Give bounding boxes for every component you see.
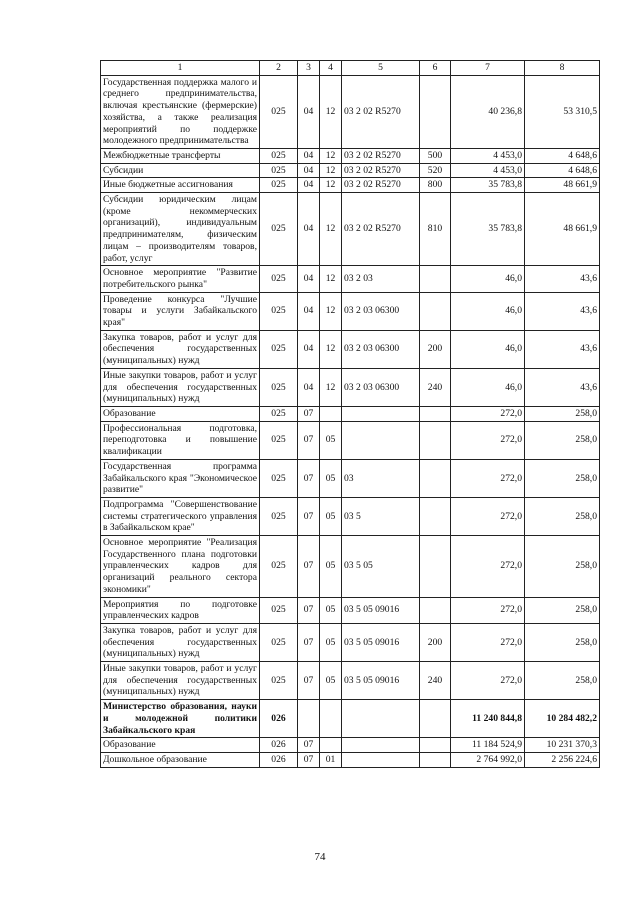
header-cell: 7 <box>451 61 525 76</box>
expense-type-cell <box>420 700 451 738</box>
expense-type-cell <box>420 459 451 497</box>
section-code-cell: 07 <box>298 597 320 623</box>
subsection-code-cell: 12 <box>320 148 342 163</box>
ministry-code-cell: 026 <box>260 752 298 767</box>
section-code-cell <box>298 700 320 738</box>
row-name-cell: Иные закупки товаров, работ и услуг для обеспечения государственных (муниципальных) нужд <box>101 662 260 700</box>
expense-type-cell: 800 <box>420 178 451 193</box>
subsection-code-cell: 05 <box>320 459 342 497</box>
table-row <box>101 597 600 623</box>
amount-cell: 11 240 844,8 <box>451 700 525 738</box>
amount-cell: 272,0 <box>451 406 525 421</box>
subsection-code-cell: 12 <box>320 266 342 292</box>
section-code-cell: 07 <box>298 459 320 497</box>
amount-cell: 258,0 <box>525 597 600 623</box>
ministry-code-cell: 025 <box>260 178 298 193</box>
subsection-code-cell: 05 <box>320 497 342 535</box>
page-number: 74 <box>314 851 326 863</box>
target-article-cell: 03 2 02 R5270 <box>342 193 420 266</box>
amount-cell: 4 648,6 <box>525 163 600 178</box>
ministry-code-cell: 026 <box>260 738 298 753</box>
row-name-cell: Субсидии <box>101 163 260 178</box>
table-row <box>101 459 600 497</box>
table-row <box>101 738 600 753</box>
target-article-cell <box>342 738 420 753</box>
target-article-cell: 03 <box>342 459 420 497</box>
expense-type-cell <box>420 266 451 292</box>
table-row <box>101 266 600 292</box>
subsection-code-cell: 05 <box>320 597 342 623</box>
amount-cell: 35 783,8 <box>451 193 525 266</box>
subsection-code-cell: 05 <box>320 421 342 459</box>
subsection-code-cell: 12 <box>320 292 342 330</box>
ministry-code-cell: 025 <box>260 459 298 497</box>
section-code-cell: 07 <box>298 738 320 753</box>
subsection-code-cell: 12 <box>320 330 342 368</box>
ministry-code-cell: 025 <box>260 163 298 178</box>
row-name-cell: Иные бюджетные ассигнования <box>101 178 260 193</box>
subsection-code-cell: 05 <box>320 536 342 598</box>
subsection-code-cell <box>320 738 342 753</box>
table-row <box>101 330 600 368</box>
subsection-code-cell <box>320 406 342 421</box>
subsection-code-cell: 12 <box>320 163 342 178</box>
ministry-code-cell: 025 <box>260 497 298 535</box>
section-code-cell: 04 <box>298 178 320 193</box>
table-row <box>101 700 600 738</box>
ministry-code-cell: 025 <box>260 421 298 459</box>
amount-cell: 2 256 224,6 <box>525 752 600 767</box>
row-name-cell: Государственная поддержка малого и среднего предпринимательства, включая крестьянские (фермерские) хозяйства, а также реализация мероприятий по поддержке молодежного предпринимательства <box>101 75 260 148</box>
amount-cell: 258,0 <box>525 662 600 700</box>
subsection-code-cell: 01 <box>320 752 342 767</box>
amount-cell: 35 783,8 <box>451 178 525 193</box>
target-article-cell <box>342 700 420 738</box>
amount-cell: 272,0 <box>451 459 525 497</box>
amount-cell: 11 184 524,9 <box>451 738 525 753</box>
expense-type-cell <box>420 292 451 330</box>
subsection-code-cell: 12 <box>320 75 342 148</box>
section-code-cell: 04 <box>298 292 320 330</box>
expense-type-cell: 500 <box>420 148 451 163</box>
expense-type-cell <box>420 406 451 421</box>
target-article-cell <box>342 752 420 767</box>
table-row <box>101 406 600 421</box>
header-cell: 5 <box>342 61 420 76</box>
table-row <box>101 163 600 178</box>
header-cell: 3 <box>298 61 320 76</box>
section-code-cell: 07 <box>298 752 320 767</box>
amount-cell: 272,0 <box>451 497 525 535</box>
table-row <box>101 662 600 700</box>
subsection-code-cell: 12 <box>320 193 342 266</box>
header-cell: 8 <box>525 61 600 76</box>
section-code-cell: 04 <box>298 368 320 406</box>
target-article-cell: 03 2 02 R5270 <box>342 75 420 148</box>
table-row <box>101 292 600 330</box>
amount-cell: 272,0 <box>451 623 525 661</box>
table-row <box>101 421 600 459</box>
section-code-cell: 04 <box>298 193 320 266</box>
expense-type-cell: 200 <box>420 623 451 661</box>
row-name-cell: Подпрограмма "Совершенствование системы стратегического управления в Забайкальском крае" <box>101 497 260 535</box>
ministry-code-cell: 025 <box>260 368 298 406</box>
amount-cell: 48 661,9 <box>525 193 600 266</box>
expense-type-cell: 810 <box>420 193 451 266</box>
section-code-cell: 04 <box>298 266 320 292</box>
table-row <box>101 148 600 163</box>
amount-cell: 43,6 <box>525 266 600 292</box>
target-article-cell: 03 2 03 06300 <box>342 368 420 406</box>
amount-cell: 4 453,0 <box>451 163 525 178</box>
ministry-code-cell: 025 <box>260 406 298 421</box>
target-article-cell: 03 5 05 09016 <box>342 662 420 700</box>
table-row <box>101 536 600 598</box>
amount-cell: 272,0 <box>451 421 525 459</box>
section-code-cell: 07 <box>298 421 320 459</box>
target-article-cell: 03 2 03 06300 <box>342 292 420 330</box>
target-article-cell: 03 5 05 <box>342 536 420 598</box>
subsection-code-cell: 05 <box>320 662 342 700</box>
section-code-cell: 07 <box>298 497 320 535</box>
amount-cell: 40 236,8 <box>451 75 525 148</box>
section-code-cell: 07 <box>298 536 320 598</box>
ministry-code-cell: 025 <box>260 292 298 330</box>
row-name-cell: Субсидии юридическим лицам (кроме некоммерческих организаций), индивидуальным предпринимателям, физическим лицам – производителям товаров, работ, услуг <box>101 193 260 266</box>
target-article-cell: 03 2 03 <box>342 266 420 292</box>
amount-cell: 258,0 <box>525 536 600 598</box>
target-article-cell <box>342 421 420 459</box>
expense-type-cell <box>420 497 451 535</box>
amount-cell: 46,0 <box>451 368 525 406</box>
amount-cell: 10 284 482,2 <box>525 700 600 738</box>
budget-table <box>100 60 600 768</box>
target-article-cell: 03 5 05 09016 <box>342 623 420 661</box>
amount-cell: 48 661,9 <box>525 178 600 193</box>
subsection-code-cell <box>320 700 342 738</box>
row-name-cell: Проведение конкурса "Лучшие товары и услуги Забайкальского края" <box>101 292 260 330</box>
amount-cell: 258,0 <box>525 406 600 421</box>
row-name-cell: Межбюджетные трансферты <box>101 148 260 163</box>
ministry-code-cell: 025 <box>260 623 298 661</box>
target-article-cell: 03 2 02 R5270 <box>342 148 420 163</box>
amount-cell: 43,6 <box>525 330 600 368</box>
amount-cell: 46,0 <box>451 330 525 368</box>
row-name-cell: Основное мероприятие "Развитие потребительского рынка" <box>101 266 260 292</box>
target-article-cell: 03 5 05 09016 <box>342 597 420 623</box>
amount-cell: 272,0 <box>451 662 525 700</box>
amount-cell: 46,0 <box>451 266 525 292</box>
row-name-cell: Образование <box>101 738 260 753</box>
table-row <box>101 623 600 661</box>
header-cell: 2 <box>260 61 298 76</box>
expense-type-cell: 240 <box>420 368 451 406</box>
target-article-cell: 03 2 02 R5270 <box>342 163 420 178</box>
ministry-code-cell: 025 <box>260 75 298 148</box>
table-row <box>101 193 600 266</box>
section-code-cell: 07 <box>298 406 320 421</box>
ministry-code-cell: 025 <box>260 536 298 598</box>
expense-type-cell <box>420 597 451 623</box>
target-article-cell: 03 2 03 06300 <box>342 330 420 368</box>
amount-cell: 4 453,0 <box>451 148 525 163</box>
amount-cell: 258,0 <box>525 459 600 497</box>
ministry-code-cell: 025 <box>260 330 298 368</box>
row-name-cell: Дошкольное образование <box>101 752 260 767</box>
amount-cell: 272,0 <box>451 597 525 623</box>
expense-type-cell: 240 <box>420 662 451 700</box>
table-row <box>101 368 600 406</box>
section-code-cell: 04 <box>298 163 320 178</box>
amount-cell: 4 648,6 <box>525 148 600 163</box>
target-article-cell <box>342 406 420 421</box>
row-name-cell: Закупка товаров, работ и услуг для обеспечения государственных (муниципальных) нужд <box>101 623 260 661</box>
ministry-code-cell: 025 <box>260 266 298 292</box>
row-name-cell: Мероприятия по подготовке управленческих кадров <box>101 597 260 623</box>
table-row <box>101 178 600 193</box>
amount-cell: 53 310,5 <box>525 75 600 148</box>
ministry-code-cell: 025 <box>260 148 298 163</box>
section-code-cell: 04 <box>298 148 320 163</box>
expense-type-cell <box>420 738 451 753</box>
amount-cell: 10 231 370,3 <box>525 738 600 753</box>
section-code-cell: 04 <box>298 330 320 368</box>
amount-cell: 43,6 <box>525 368 600 406</box>
amount-cell: 258,0 <box>525 421 600 459</box>
row-name-cell: Министерство образования, науки и молодежной политики Забайкальского края <box>101 700 260 738</box>
amount-cell: 43,6 <box>525 292 600 330</box>
header-cell: 1 <box>101 61 260 76</box>
section-code-cell: 07 <box>298 623 320 661</box>
expense-type-cell <box>420 421 451 459</box>
amount-cell: 2 764 992,0 <box>451 752 525 767</box>
target-article-cell: 03 5 <box>342 497 420 535</box>
row-name-cell: Образование <box>101 406 260 421</box>
amount-cell: 46,0 <box>451 292 525 330</box>
target-article-cell: 03 2 02 R5270 <box>342 178 420 193</box>
table-row <box>101 497 600 535</box>
row-name-cell: Государственная программа Забайкальского края "Экономическое развитие" <box>101 459 260 497</box>
row-name-cell: Основное мероприятие "Реализация Государственного плана подготовки управленческих кадров для организаций реального сектора экономики" <box>101 536 260 598</box>
section-code-cell: 04 <box>298 75 320 148</box>
expense-type-cell: 200 <box>420 330 451 368</box>
expense-type-cell <box>420 75 451 148</box>
row-name-cell: Закупка товаров, работ и услуг для обеспечения государственных (муниципальных) нужд <box>101 330 260 368</box>
table-row <box>101 752 600 767</box>
subsection-code-cell: 12 <box>320 368 342 406</box>
subsection-code-cell: 05 <box>320 623 342 661</box>
expense-type-cell <box>420 752 451 767</box>
table-row <box>101 75 600 148</box>
section-code-cell: 07 <box>298 662 320 700</box>
amount-cell: 272,0 <box>451 536 525 598</box>
amount-cell: 258,0 <box>525 497 600 535</box>
row-name-cell: Иные закупки товаров, работ и услуг для обеспечения государственных (муниципальных) нужд <box>101 368 260 406</box>
ministry-code-cell: 026 <box>260 700 298 738</box>
expense-type-cell: 520 <box>420 163 451 178</box>
subsection-code-cell: 12 <box>320 178 342 193</box>
amount-cell: 258,0 <box>525 623 600 661</box>
ministry-code-cell: 025 <box>260 193 298 266</box>
ministry-code-cell: 025 <box>260 662 298 700</box>
ministry-code-cell: 025 <box>260 597 298 623</box>
row-name-cell: Профессиональная подготовка, переподготовка и повышение квалификации <box>101 421 260 459</box>
expense-type-cell <box>420 536 451 598</box>
header-cell: 4 <box>320 61 342 76</box>
header-cell: 6 <box>420 61 451 76</box>
table-header-row <box>101 61 600 76</box>
